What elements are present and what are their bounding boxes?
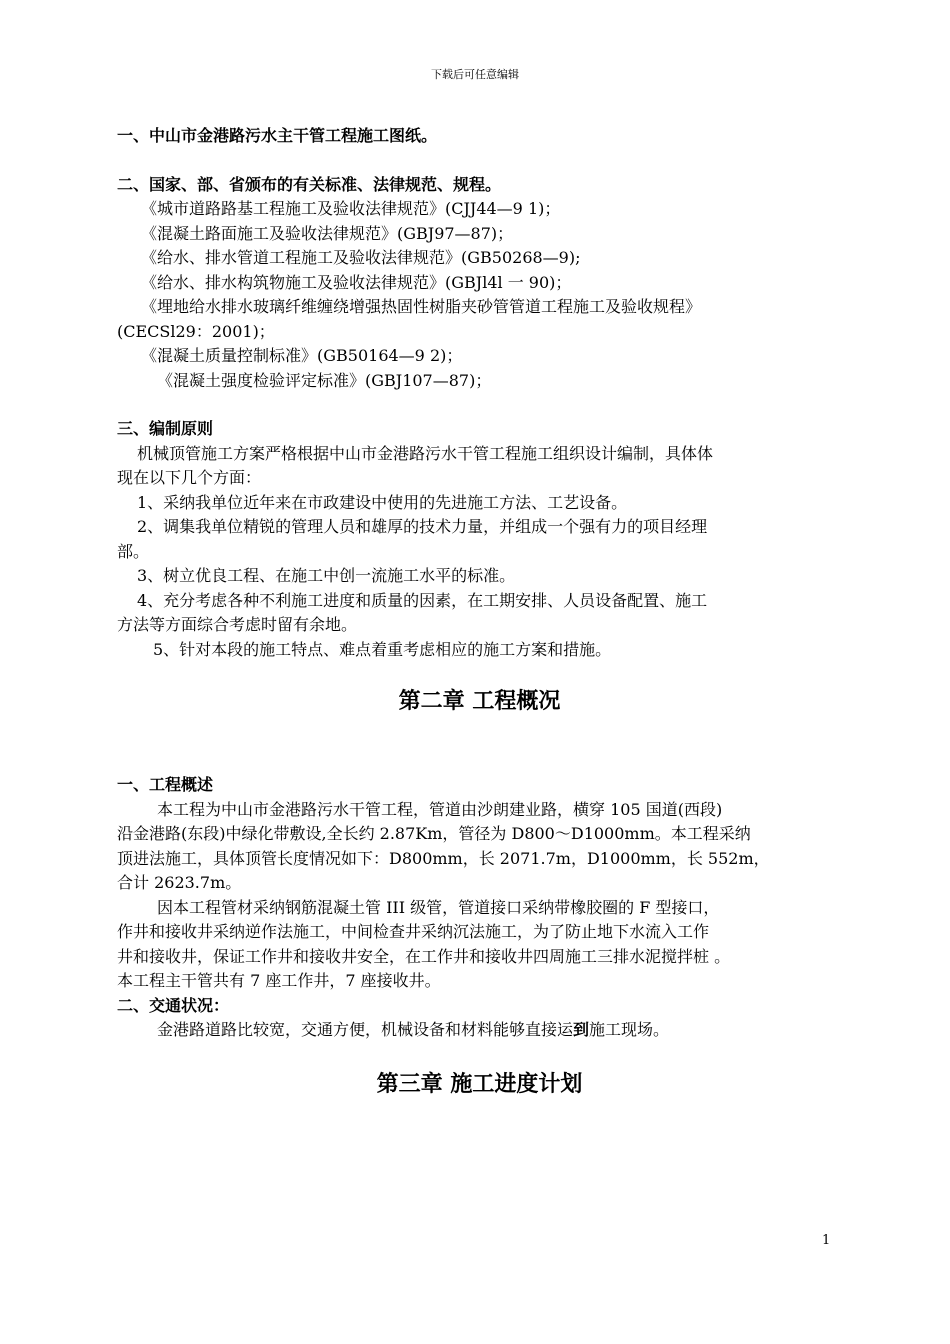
paragraph-line: 作井和接收井采纳逆作法施工，中间检查井采纳沉法施工，为了防止地下水流入工作 [117,922,710,941]
section-heading-2: 二、国家、部、省颁布的有关标准、法律规范、规程。 [117,174,502,194]
standard-item: 《混凝土路面施工及验收法律规范》(GBJ97—87)； [141,223,514,243]
subsection-heading-overview: 一、工程概述 [117,775,214,794]
principle-item: 2、调集我单位精锐的管理人员和雄厚的技术力量，并组成一个强有力的项目经理 [137,517,708,536]
paragraph-line [117,1018,842,1043]
paragraph-line: 井和接收井，保证工作井和接收井安全，在工作井和接收井四周施工三排水泥搅拌桩 。 [117,946,731,966]
paragraph-line: 机械顶管施工方案严格根据中山市金港路污水干管工程施工组织设计编制，具体体 [137,443,714,463]
bold-text-run: 到 [573,1020,590,1039]
section-heading-3: 三、编制原则 [117,419,214,438]
standard-item: 《城市道路路基工程施工及验收法律规范》(CJJ44—9 1)； [141,199,561,218]
standard-item: 《混凝土质量控制标准》(GB50164—9 2)； [141,346,463,365]
standard-item: 《埋地给水排水玻璃纤维缠绕增强热固性树脂夹砂管管道工程施工及验收规程》 [141,297,702,316]
paragraph-line: 本工程为中山市金港路污水干管工程，管道由沙朗建业路，横穿 105 国道(西段) [157,799,723,819]
paragraph-line: 沿金港路(东段)中绿化带敷设,全长约 2.87Km，管径为 D800～D1000mm。本工程采纳 [117,824,751,843]
paragraph-line: 方法等方面综合考虑时留有余地。 [117,615,358,634]
paragraph-line: 本工程主干管共有 7 座工作井，7 座接收井。 [117,971,441,990]
principle-item: 1、采纳我单位近年来在市政建设中使用的先进施工方法、工艺设备。 [137,492,628,512]
text-run: 施工现场。 [589,1020,670,1039]
principle-item: 3、树立优良工程、在施工中创一流施工水平的标准。 [137,566,516,585]
text-run: 金港路道路比较宽，交通方便，机械设备和材料能够直接运 [157,1020,574,1039]
standard-item: 《给水、排水管道工程施工及验收法律规范》(GB50268—9); [141,248,581,267]
standard-item: 《混凝土强度检验评定标准》(GBJ107—87)； [157,370,492,390]
page-header: 下载后可任意编辑 [431,68,519,81]
paragraph-line: 合计 2623.7m。 [117,873,242,892]
principle-item: 4、充分考虑各种不利施工进度和质量的因素，在工期安排、人员设备配置、施工 [137,590,708,610]
paragraph-line: 顶进法施工，具体顶管长度情况如下：D800mm，长 2071.7m，D1000mm，长 552m， [117,848,770,868]
page-content [117,124,842,1098]
chapter-2-title: 第二章 工程概况 [398,689,561,714]
paragraph-line: 因本工程管材采纳钢筋混凝土管 III 级管，管道接口采纳带橡胶圈的 F 型接口， [157,897,720,917]
section-heading-1: 一、中山市金港路污水主干管工程施工图纸。 [117,126,438,145]
standard-item: 《给水、排水构筑物施工及验收法律规范》(GBJl4l 一 90)； [141,272,572,292]
principle-item: 5、针对本段的施工特点、难点着重考虑相应的施工方案和措施。 [153,639,612,659]
paragraph-line: 现在以下几个方面： [117,468,262,487]
chapter-3-title: 第三章 施工进度计划 [376,1071,583,1097]
paragraph-line: 部。 [117,541,150,561]
page-number: 1 [822,1233,831,1248]
subsection-heading-traffic: 二、交通状况： [117,995,230,1015]
standard-item: (CECSl29：2001)； [117,321,275,341]
